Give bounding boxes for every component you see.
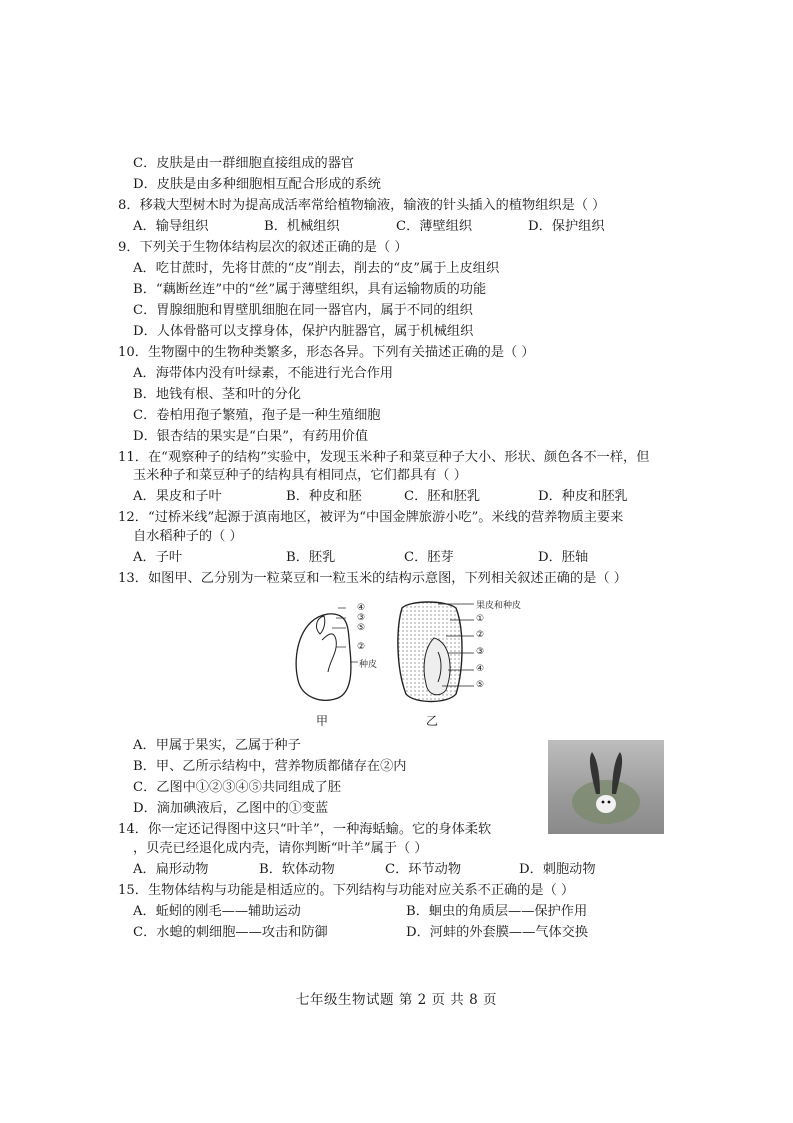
q9-option-d: D．人体骨骼可以支撑身体，保护内脏器官，属于机械组织 bbox=[133, 324, 474, 339]
q14-option-b: B．软体动物 bbox=[259, 862, 335, 877]
question-13: 13．如图甲、乙分别为一粒菜豆和一粒玉米的结构示意图，下列相关叙述正确的是（ ） bbox=[118, 571, 627, 586]
sea-slug-photo bbox=[548, 740, 664, 834]
jia-caption: 甲 bbox=[316, 714, 329, 728]
q14-option-a: A．扁形动物 bbox=[133, 862, 209, 877]
q15-option-a: A．蚯蚓的刚毛——辅助运动 bbox=[133, 904, 301, 919]
q8-option-a: A．输导组织 bbox=[133, 219, 209, 234]
page-footer: 七年级生物试题 第 2 页 共 8 页 bbox=[296, 992, 497, 1008]
q15-option-d: D．河蚌的外套膜——气体交换 bbox=[406, 925, 589, 940]
q9-option-a: A．吃甘蔗时，先将甘蔗的“皮”削去，削去的“皮”属于上皮组织 bbox=[133, 261, 500, 276]
jia-label-3: ③ bbox=[357, 613, 366, 623]
q10-option-d: D．银杏结的果实是“白果”，有药用价值 bbox=[133, 429, 369, 444]
q11-option-d: D．种皮和胚乳 bbox=[538, 489, 628, 504]
question-14-line1: 14．你一定还记得图中这只“叶羊”，一种海蛞蝓。它的身体柔软 bbox=[118, 822, 492, 837]
q13-option-a: A．甲属于果实，乙属于种子 bbox=[133, 738, 301, 753]
q7-option-d: D．皮肤是由多种细胞相互配合形成的系统 bbox=[133, 177, 381, 192]
q9-option-b: B．“藕断丝连”中的“丝”属于薄壁组织，具有运输物质的功能 bbox=[133, 282, 487, 297]
yi-caption: 乙 bbox=[426, 714, 439, 728]
q7-option-c: C．皮肤是由一群细胞直接组成的器官 bbox=[133, 156, 355, 171]
question-10: 10．生物圈中的生物种类繁多，形态各异。下列有关描述正确的是（ ） bbox=[118, 345, 535, 360]
q15-option-b: B．蛔虫的角质层——保护作用 bbox=[406, 904, 588, 919]
yi-label-pericarp: 果皮和种皮 bbox=[476, 601, 522, 611]
q8-option-d: D．保护组织 bbox=[528, 219, 605, 234]
question-9: 9．下列关于生物体结构层次的叙述正确的是（ ） bbox=[118, 240, 408, 255]
q12-option-b: B．胚乳 bbox=[286, 550, 336, 565]
jia-label-seedcoat: 种皮 bbox=[359, 660, 378, 670]
q8-option-c: C．薄壁组织 bbox=[396, 219, 473, 234]
q10-option-c: C．卷柏用孢子繁殖，孢子是一种生殖细胞 bbox=[133, 408, 381, 423]
q9-option-c: C．胃腺细胞和胃壁肌细胞在同一器官内，属于不同的组织 bbox=[133, 303, 473, 318]
yi-label-4: ④ bbox=[476, 664, 485, 674]
q12-option-a: A．子叶 bbox=[133, 550, 183, 565]
q11-option-b: B．种皮和胚 bbox=[286, 489, 362, 504]
q8-option-b: B．机械组织 bbox=[264, 219, 340, 234]
jia-label-5: ⑤ bbox=[357, 623, 366, 633]
q10-option-a: A．海带体内没有叶绿素，不能进行光合作用 bbox=[133, 366, 394, 381]
q11-option-c: C．胚和胚乳 bbox=[404, 489, 481, 504]
q14-option-c: C．环节动物 bbox=[385, 862, 462, 877]
q11-option-a: A．果皮和子叶 bbox=[133, 489, 222, 504]
bean-seed-diagram bbox=[290, 600, 390, 710]
jia-label-4: ④ bbox=[357, 603, 366, 613]
yi-label-5: ⑤ bbox=[476, 680, 485, 690]
question-8: 8．移栽大型树木时为提高成活率常给植物输液，输液的针头插入的植物组织是（ ） bbox=[118, 198, 606, 213]
q13-option-c: C．乙图中①②③④⑤共同组成了胚 bbox=[133, 780, 341, 795]
question-14-line2: ，贝壳已经退化成内壳，请你判断“叶羊”属于（ ） bbox=[133, 841, 428, 856]
q15-option-c: C．水螅的刺细胞——攻击和防御 bbox=[133, 925, 328, 940]
yi-label-1: ① bbox=[476, 614, 485, 624]
leaf-sheep-image bbox=[548, 740, 664, 834]
question-15: 15．生物体结构与功能是相适应的。下列结构与功能对应关系不正确的是（ ） bbox=[118, 883, 575, 898]
q12-option-d: D．胚轴 bbox=[538, 550, 589, 565]
question-12-line1: 12．“过桥米线”起源于滇南地区，被评为“中国金牌旅游小吃”。米线的营养物质主要来 bbox=[118, 510, 624, 525]
q13-option-b: B．甲、乙所示结构中，营养物质都储存在②内 bbox=[133, 759, 407, 774]
jia-label-2: ② bbox=[357, 642, 366, 652]
yi-label-3: ③ bbox=[476, 647, 485, 657]
corn-kernel-diagram bbox=[390, 598, 480, 708]
yi-label-2: ② bbox=[476, 630, 485, 640]
q14-option-d: D．刺胞动物 bbox=[519, 862, 596, 877]
question-11-line1: 11．在“观察种子的结构”实验中，发现玉米种子和菜豆种子大小、形状、颜色各不一样，但 bbox=[118, 450, 650, 465]
q13-option-d: D．滴加碘液后，乙图中的①变蓝 bbox=[133, 801, 329, 816]
question-12-line2: 自水稻种子的（ ） bbox=[133, 529, 243, 544]
q10-option-b: B．地钱有根、茎和叶的分化 bbox=[133, 387, 301, 402]
q12-option-c: C．胚芽 bbox=[404, 550, 454, 565]
question-11-line2: 玉米种子和菜豆种子的结构具有相同点，它们都具有（ ） bbox=[133, 468, 467, 483]
